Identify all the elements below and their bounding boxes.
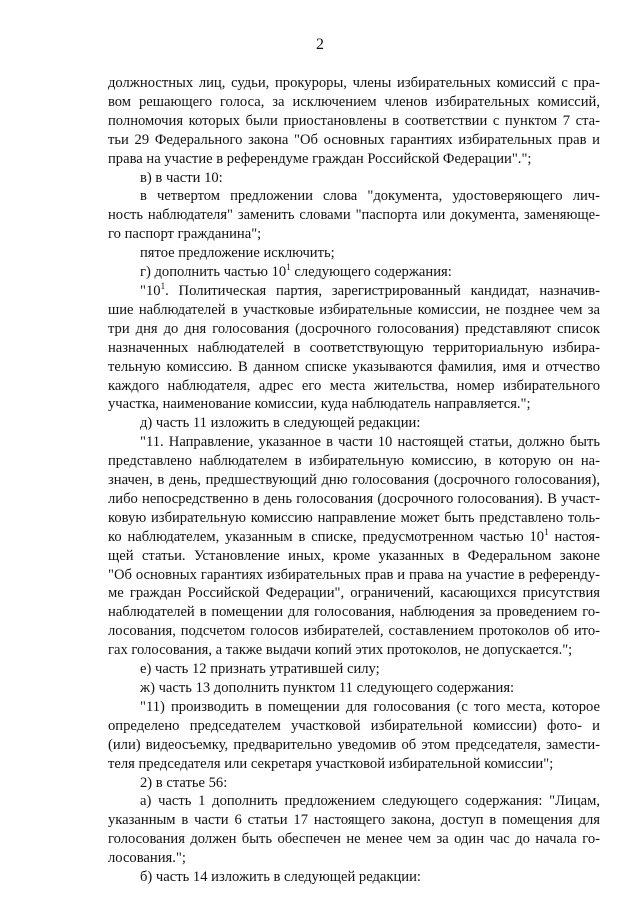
page-number: 2 <box>316 36 324 53</box>
text-line-content: тельную комиссию. В данном списке указываются фамилия, имя и отчество <box>108 358 600 375</box>
text-line-content: лосования, подсчетом голосов избирателей, составлением протоколов об ито- <box>108 623 600 640</box>
text-line-content: теля председателя или секретаря участковой избирательной комиссии"; <box>108 755 554 772</box>
text-line-content: либо непосредственно в день голосования (досрочного голосования). В участ- <box>108 490 600 507</box>
text-line-content: тьи 29 Федерального закона "Об основных гарантиях избирательных прав и <box>108 131 600 148</box>
text-line <box>108 849 600 868</box>
text-line <box>108 868 600 887</box>
text-line-content: три дня до дня голосования (досрочного голосования) представляют список <box>108 320 600 337</box>
text-line <box>108 301 600 320</box>
text-line-content: (или) видеосъемку, предварительно уведомив об этом председателя, замести- <box>108 736 600 753</box>
text-line <box>108 433 600 452</box>
text-line <box>108 282 600 301</box>
text-line <box>108 717 600 736</box>
text-line-content: права на участие в референдуме граждан Российской Федерации"."; <box>108 150 532 167</box>
text-line <box>108 131 600 150</box>
text-line-content: ко наблюдателем, указанным в списке, предусмотренном частью 10 <box>108 528 545 545</box>
text-line <box>108 169 600 188</box>
text-line-content: ж) часть 13 дополнить пунктом 11 следующего содержания: <box>140 680 515 696</box>
text-line <box>108 622 600 641</box>
text-line-content: представлено наблюдателем в избирательную комиссию, в которую он на- <box>108 453 600 470</box>
text-line <box>108 566 600 585</box>
text-line <box>108 395 600 414</box>
text-line <box>108 206 600 225</box>
text-line-content: ность наблюдателя" заменить словами "паспорта или документа, заменяюще- <box>108 207 600 224</box>
text-line-content: щей статьи. Установление иных, кроме указанных в Федеральном законе <box>108 547 600 564</box>
text-line <box>108 698 600 717</box>
text-line <box>108 584 600 603</box>
text-line-content: участка, наименование комиссии, куда наблюдатель направляется."; <box>108 396 531 413</box>
text-line <box>108 603 600 622</box>
text-line-content: "10 <box>140 282 161 299</box>
superscript: 1 <box>544 526 549 537</box>
text-line-content: е) часть 12 признать утратившей силу; <box>140 661 380 678</box>
text-line-content: "Об основных гарантиях избирательных прав и права на участие в референду- <box>108 566 600 583</box>
text-line-content: полномочия которых были приостановлены в соответствии с пунктом 7 ста- <box>108 112 600 129</box>
text-line-content: г) дополнить частью 10 <box>140 264 287 281</box>
text-line <box>108 547 600 566</box>
text-line <box>108 679 600 698</box>
text-line <box>108 74 600 93</box>
text-line-content: указанным в части 6 статьи 17 настоящего закона, доступ в помещения для <box>108 812 600 829</box>
text-line-content: пятое предложение исключить; <box>140 245 335 262</box>
text-line-continuation: следующего содержания: <box>290 264 452 281</box>
text-line <box>108 93 600 112</box>
text-line-content: определено председателем участковой избирательной комиссии) фото- и <box>108 717 600 734</box>
text-line-content: а) часть 1 дополнить предложением следующего содержания: "Лицам, <box>140 793 600 810</box>
text-line-content: значен, в день, предшествующий дню голосования (досрочного голосования), <box>108 472 600 489</box>
text-line <box>108 452 600 471</box>
text-line <box>108 150 600 169</box>
text-line <box>108 112 600 131</box>
text-line-content: шие наблюдателей в участковые избирательные комиссии, не позднее чем за <box>108 301 600 318</box>
text-line-content: назначенных наблюдателей в соответствующую территориальную избира- <box>108 339 600 356</box>
text-line-content: гах голосования, а также выдачи копий этих протоколов, не допускается."; <box>108 642 573 659</box>
text-line <box>108 660 600 679</box>
text-line-continuation: . Политическая партия, зарегистрированный кандидат, назначив- <box>165 282 600 299</box>
text-line <box>108 471 600 490</box>
text-line <box>108 774 600 793</box>
text-line-content: 2) в статье 56: <box>140 774 228 791</box>
text-line <box>108 358 600 377</box>
text-line <box>108 244 600 263</box>
text-line <box>108 830 600 849</box>
text-line <box>108 414 600 433</box>
text-line <box>108 792 600 811</box>
text-line-content: в четвертом предложении слова "документа, удостоверяющего лич- <box>140 188 600 205</box>
superscript: 1 <box>286 262 291 273</box>
text-line-content: наблюдателей в помещении для голосования, наблюдения за проведением го- <box>108 604 600 621</box>
text-line <box>108 263 600 282</box>
text-line-content: го паспорт гражданина"; <box>108 226 262 243</box>
text-line-continuation: настоя- <box>548 528 600 545</box>
text-line-content: "11) производить в помещении для голосования (с того места, которое <box>140 698 600 715</box>
superscript: 1 <box>160 281 166 292</box>
text-line-content: ковую избирательную комиссию направление может быть представлено толь- <box>108 509 600 526</box>
text-line <box>108 339 600 358</box>
text-line <box>108 528 600 547</box>
text-line-content: б) часть 14 изложить в следующей редакции: <box>140 869 421 886</box>
text-line-content: должностных лиц, судьи, прокуроры, члены избирательных комиссий с пра- <box>108 75 600 91</box>
text-line <box>108 225 600 244</box>
text-line-content: д) часть 11 изложить в следующей редакции: <box>140 415 421 432</box>
text-line-content: ме граждан Российской Федерации", ограничений, касающихся присутствия <box>108 585 600 602</box>
text-line <box>108 187 600 206</box>
text-line-content: лосования."; <box>108 850 186 867</box>
text-line-content: "11. Направление, указанное в части 10 настоящей статьи, должно быть <box>140 434 600 451</box>
document-body <box>108 74 600 887</box>
text-line-content: в) в части 10: <box>140 169 223 186</box>
text-line <box>108 377 600 396</box>
text-line <box>108 755 600 774</box>
text-line <box>108 509 600 528</box>
text-line-content: голосования должен быть обеспечен не менее чем за один час до начала го- <box>108 831 600 848</box>
text-line <box>108 490 600 509</box>
text-line <box>108 320 600 339</box>
text-line <box>108 641 600 660</box>
text-line-content: каждого наблюдателя, адрес его места жительства, номер избирательного <box>108 377 600 394</box>
text-line <box>108 811 600 830</box>
text-line <box>108 736 600 755</box>
text-line-content: вом решающего голоса, за исключением членов избирательных комиссий, <box>108 93 600 110</box>
